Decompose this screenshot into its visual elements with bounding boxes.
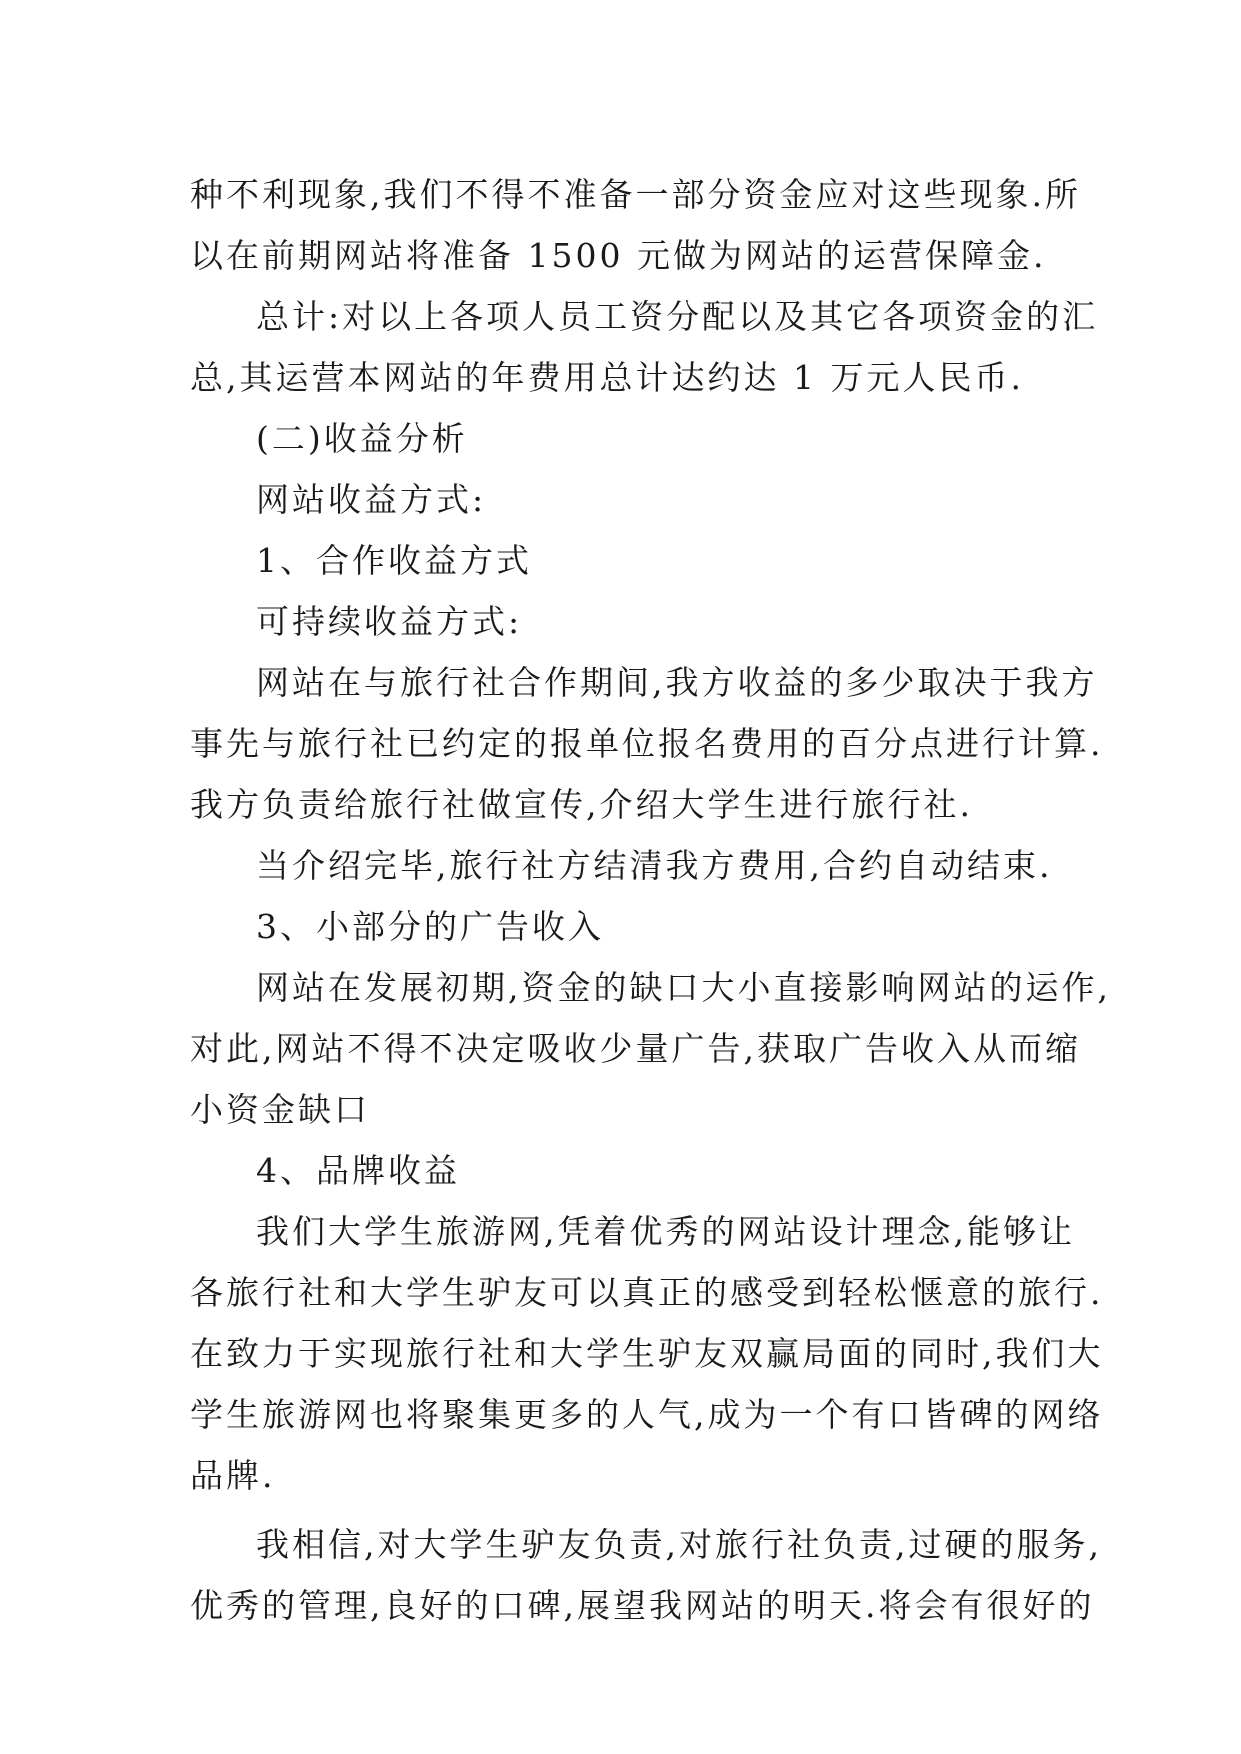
text-line: 总计:对以上各项人员工资分配以及其它各项资金的汇 (256, 297, 1099, 336)
document-body (190, 164, 1111, 1636)
text-line: 我方负责给旅行社做宣传,介绍大学生进行旅行社. (190, 785, 973, 824)
text-line: 事先与旅行社已约定的报单位报名费用的百分点进行计算. (190, 724, 1104, 763)
text-line: 在致力于实现旅行社和大学生驴友双赢局面的同时,我们大 (190, 1334, 1104, 1373)
text-line: 优秀的管理,良好的口碑,展望我网站的明天.将会有很好的 (190, 1586, 1095, 1625)
text-line: 网站收益方式: (256, 480, 487, 519)
text-line: 各旅行社和大学生驴友可以真正的感受到轻松惬意的旅行. (190, 1273, 1104, 1312)
text-line: 当介绍完毕,旅行社方结清我方费用,合约自动结束. (256, 846, 1053, 885)
text-line: 小资金缺口 (190, 1090, 370, 1129)
section-heading: (二)收益分析 (256, 419, 468, 458)
text-line: 网站在与旅行社合作期间,我方收益的多少取决于我方 (256, 663, 1098, 702)
text-line: 对此,网站不得不决定吸收少量广告,获取广告收入从而缩 (190, 1029, 1081, 1068)
text-line: 种不利现象,我们不得不准备一部分资金应对这些现象.所 (190, 175, 1081, 214)
text-line: 学生旅游网也将聚集更多的人气,成为一个有口皆碑的网络 (190, 1395, 1104, 1434)
subsection-heading: 1、合作收益方式 (256, 541, 532, 580)
text-line: 总,其运营本网站的年费用总计达约达 1 万元人民币. (190, 358, 1024, 397)
text-line: 品牌. (190, 1456, 276, 1495)
text-line: 我相信,对大学生驴友负责,对旅行社负责,过硬的服务, (256, 1525, 1102, 1564)
text-line: 我们大学生旅游网,凭着优秀的网站设计理念,能够让 (256, 1212, 1075, 1251)
text-line: 以在前期网站将准备 1500 元做为网站的运营保障金. (190, 236, 1047, 275)
text-line: 可持续收益方式: (256, 602, 523, 641)
text-line: 网站在发展初期,资金的缺口大小直接影响网站的运作, (256, 968, 1111, 1007)
subsection-heading: 4、品牌收益 (256, 1151, 460, 1190)
subsection-heading: 3、小部分的广告收入 (256, 907, 604, 946)
